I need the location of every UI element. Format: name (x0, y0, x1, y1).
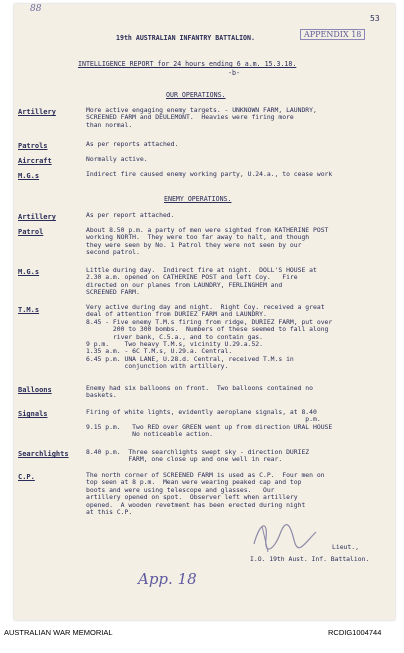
handwritten-appendix-note: App. 18 (138, 570, 197, 588)
report-sub-mark: -b- (228, 69, 240, 77)
enemy-cp-text: The north corner of SCREENED FARM is used as C.P. Four men on top seen at 8 p.m. Mean were wearing peaked cap and top boots and were using telescope and glasses. Our artillery opened on spot. Observer left when artillery opened. A wooden revetment has been erected during night at this C.P. (86, 471, 325, 517)
our-artillery-text: More active engaging enemy targets. - UNKNOWN FARM, LAUNDRY, SCREENED FARM and DEULEMONT. Heavies were firing more than normal. (86, 106, 317, 129)
enemy-artillery-text: As per report attached. (86, 211, 175, 219)
our-patrols-label: Patrols (18, 142, 48, 150)
enemy-tms-text: Very active during day and night. Right Coy. received a great deal of attention from DURIEZ FARM and LAUNDRY. 8.45 - Five enemy T.M.s firing from ridge, DURIEZ FARM, put over 200 to 300 bombs. Numbers of these seemed to fall along river bank, C.5.a., and to contain gas. 9 p.m. Two heavy T.M.s, vicinity U.29.a.52. 1.35 a.m. - 6C T.M.s, U.29.a. Central. 6.45 p.m. UNA LANE, U.28.d. Central, received T.M.s in conjunction with artillery. (86, 303, 333, 371)
our-mgs-text: Indirect fire caused enemy working party, U.24.a., to cease work (86, 170, 333, 178)
our-artillery-label: Artillery (18, 108, 56, 116)
page-number: 53 (370, 14, 380, 23)
enemy-mgs-label: M.G.s (18, 268, 40, 276)
signature-unit: I.O. 19th Aust. Inf. Battalion. (250, 555, 370, 563)
our-patrols-text: As per reports attached. (86, 140, 179, 148)
enemy-cp-label: C.P. (18, 473, 35, 481)
document-page (14, 4, 395, 620)
enemy-searchlights-label: Searchlights (18, 450, 69, 458)
enemy-operations-heading: ENEMY OPERATIONS. (164, 195, 232, 203)
footer-record-id: RCDIG1004744 (328, 628, 382, 637)
battalion-title: 19th AUSTRALIAN INFANTRY BATTALION. (116, 34, 255, 42)
enemy-signals-label: Signals (18, 410, 48, 418)
signature-rank: Lieut., (332, 543, 359, 551)
report-title: INTELLIGENCE REPORT for 24 hours ending 6 a.m. 15.3.18. (78, 60, 297, 68)
enemy-searchlights-text: 8.40 p.m. Three searchlights swept sky - direction DURIEZ FARM, one close up and one well in rear. (86, 448, 310, 464)
enemy-patrol-text: About 8.50 p.m. a party of men were sighted from KATHERINE POST working NORTH. They were too far away to halt, and though they were seen by No. 1 Patrol they were not seen by our second patrol. (86, 226, 329, 257)
enemy-balloons-text: Enemy had six balloons on front. Two balloons contained no baskets. (86, 384, 314, 400)
enemy-patrol-label: Patrol (18, 228, 44, 236)
enemy-signals-text: Firing of white lights, evidently aeroplane signals, at 8.40 p.m. 9.15 p.m. Two RED over GREEN went up from direction URAL HOUSE No noticeable action. (86, 408, 333, 439)
page-corner-number: 88 (30, 4, 42, 14)
appendix-mark: APPENDIX 18 (300, 29, 365, 40)
enemy-artillery-label: Artillery (18, 213, 56, 221)
signature-scribble (250, 514, 320, 556)
enemy-tms-label: T.M.s (18, 306, 40, 314)
footer-archive-name: AUSTRALIAN WAR MEMORIAL (4, 628, 113, 637)
enemy-mgs-text: Little during day. Indirect fire at night. DOLL'S HOUSE at 2.30 a.m. opened on CATHERINE POST and left Coy. Fire directed on our planes from LAUNDRY, FERLINGHEM and SCREENED FARM. (86, 266, 317, 297)
our-aircraft-text: Normally active. (86, 155, 148, 163)
our-mgs-label: M.G.s (18, 172, 40, 180)
our-operations-heading: OUR OPERATIONS. (166, 91, 226, 99)
our-aircraft-label: Aircraft (18, 157, 52, 165)
enemy-balloons-label: Balloons (18, 386, 52, 394)
